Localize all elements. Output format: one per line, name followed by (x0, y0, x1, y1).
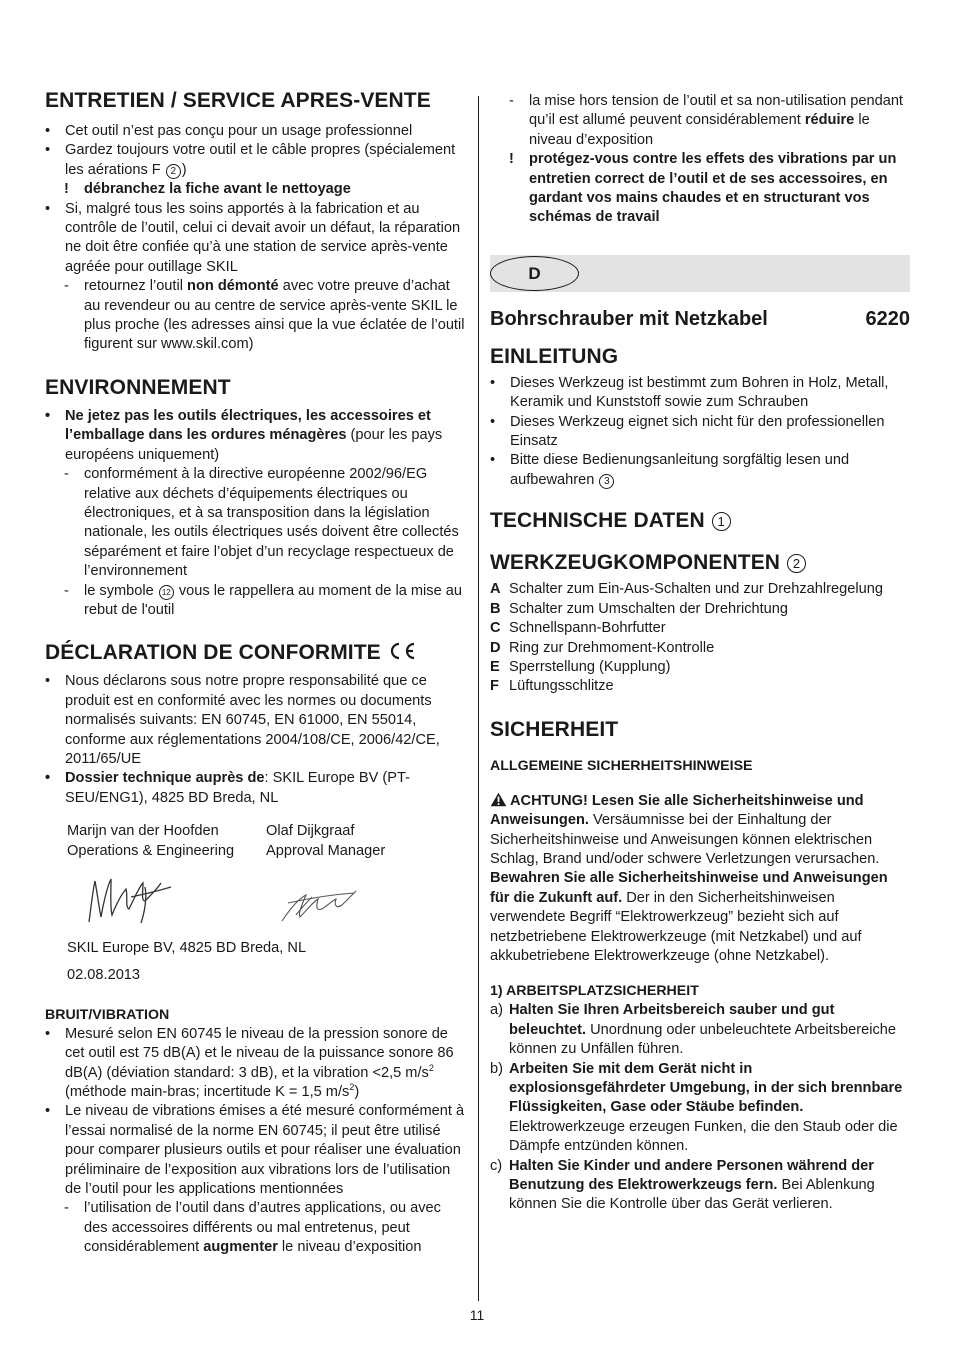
list-item: a) Halten Sie Ihren Arbeitsbereich sauber und gut beleuchtet. Unordnung oder unbeleuchtete Arbeitsbereiche können zu Unfällen führen. (490, 1002, 896, 1058)
declaration-date: 02.08.2013 (67, 967, 141, 984)
list-item: - l’utilisation de l’outil dans d’autres applications, ou avec des accessoires différents ou mal entretenus, peut considérablement augmenter le niveau d’exposition (64, 1200, 441, 1256)
right-column (490, 92, 910, 1215)
warning-item: ! débranchez la fiche avant le nettoyage (64, 181, 351, 198)
heading-werkzeugkomponenten: WERKZEUGKOMPONENTEN 2 (490, 550, 910, 576)
list-item: • Le niveau de vibrations émises a été mesuré conformément à l’essai normalisé de la norme EN 60745; il peut être utilisé pour comparer plusieurs outils et pour réaliser une évaluation préliminaire de l’exposition aux vibrations lors de l’utilisation de l’outil pour les applications mentionnées (45, 1103, 465, 1198)
figure-ref: 1 (712, 512, 731, 531)
product-number: 6220 (865, 307, 910, 330)
heading-technische-daten: TECHNISCHE DATEN 1 (490, 508, 910, 534)
signatures (67, 822, 465, 939)
list-item: - le symbole 12 vous le rappellera au moment de la mise au rebut de l'outil (64, 582, 462, 618)
list-item: • Dossier technique auprès de: SKIL Europe BV (PT-SEU/ENG1), 4825 BD Breda, NL (45, 770, 410, 806)
component-item: C Schnellspann-Bohrfutter (490, 620, 666, 637)
component-item: F Lüftungsschlitze (490, 678, 614, 695)
signer-role: Operations & Engineering (67, 842, 235, 859)
list-item: • Si, malgré tous les soins apportés à la fabrication et au contrôle de l’outil, celui ci devait avoir un défaut, la réparation ne doit être confiée qu’à une station de service après-vente agréée pour outillage SKIL (45, 200, 461, 275)
page-number: 11 (469, 1307, 485, 1323)
subheading-arbeitsplatz: 1) ARBEITSPLATZSICHERHEIT (490, 983, 699, 1000)
warning-item: ! protégez-vous contre les effets des vibrations par un entretien correct de l’outil et de ses accessoires, en gardant vos mains chaudes et en structurant vos schémas de travail (509, 151, 897, 226)
heading-entretien: ENTRETIEN / SERVICE APRES-VENTE (45, 89, 431, 112)
heading-environnement: ENVIRONNEMENT (45, 375, 231, 399)
list-item: • Dieses Werkzeug eignet sich nicht für den professionellen Einsatz (490, 413, 885, 450)
column-divider (478, 96, 479, 1301)
signer-name: Marijn van der Hoofden (67, 823, 219, 840)
list-item: • Nous déclarons sous notre propre responsabilité que ce produit est en conformité avec les normes ou documents normalisés suivants: EN 60745, EN 61000, EN 55014, conforme aux réglementations 2004/108/CE, 2006/42/CE, 2011/65/UE (45, 673, 440, 767)
signature-image (67, 861, 266, 939)
language-bar (490, 255, 910, 292)
component-item: D Ring zur Drehmoment-Kontrolle (490, 639, 715, 656)
list-item: b) Arbeiten Sie mit dem Gerät nicht in explosionsgefährdeter Umgebung, in der sich brennbare Flüssigkeiten, Gase oder Stäube befinden. Elektrowerkzeuge erzeugen Funken, die den Staub oder die Dämpfe entzünden können. (490, 1060, 903, 1155)
list-item: - la mise hors tension de l’outil et sa non-utilisation pendant qu’il est allumé peuvent considérablement réduire le niveau d’exposition (509, 93, 903, 148)
component-item: A Schalter zum Ein-Aus-Schalten und zur Drehzahlregelung (490, 581, 883, 598)
component-item: B Schalter zum Umschalten der Drehrichtung (490, 600, 789, 617)
list-item: - conformément à la directive européenne 2002/96/EG relative aux déchets d’équipements électriques ou électroniques, et à sa transposition dans la législation nationale, les outils électriques usés doivent être collectés séparément et faire l’objet d’un recyclage respectueux de l’environnement (64, 466, 459, 580)
figure-ref: 2 (166, 164, 181, 179)
list-item: • Cet outil n’est pas conçu pour un usage professionnel (45, 123, 413, 139)
list-item: • Mesuré selon EN 60745 le niveau de la pression sonore de cet outil est 75 dB(A) et le niveau de la puissance sonore 86 dB(A) (déviation standard: 3 dB), et la vibration <2,5 $m/s^2$ (méthode main-bras; incertitude K = 1,5 $m/s^2$) (45, 1025, 454, 1101)
signer-name: Olaf Dijkgraaf (266, 823, 355, 840)
signer-role: Approval Manager (266, 842, 386, 859)
safety-paragraph: ACHTUNG! Lesen Sie alle Sicherheitshinweise und Anweisungen. Versäumnisse bei der Einhaltung der Sicherheitshinweise und Anweisungen können elektrischen Schlag, Brand und/oder schwere Verletzungen verursachen. Bewahren Sie alle Sicherheitshinweise und Anweisungen für die Zukunft auf. Der in den Sicherheitshinweisen verwendete Begriff “Elektrowerkzeug” bezieht sich auf netzbetriebene Elektrowerkzeuge (mit Netzkabel) und auf akkubetriebene Elektrowerkzeuge (ohne Netzkabel). (490, 792, 888, 964)
list-item: - retournez l’outil non démonté avec votre preuve d’achat au revendeur ou au centre de service après-vente SKIL le plus proche (les adresses ainsi que la vue éclatée de l’outil figurent sur www.skil.com) (64, 278, 465, 353)
heading-sicherheit: SICHERHEIT (490, 717, 619, 741)
heading-declaration: DÉCLARATION DE CONFORMITE (45, 640, 465, 666)
heading-einleitung: EINLEITUNG (490, 344, 619, 368)
figure-ref: 12 (159, 585, 174, 600)
list-item: • Dieses Werkzeug ist bestimmt zum Bohren in Holz, Metall, Keramik und Kunststoff sowie zum Schrauben (490, 374, 889, 411)
language-badge: D (490, 256, 579, 291)
left-column (45, 88, 465, 1258)
ce-mark-icon (387, 641, 417, 661)
figure-ref: 3 (599, 474, 614, 489)
signature-image (266, 861, 465, 939)
heading-bruit: BRUIT/VIBRATION (45, 1006, 170, 1023)
subheading-allgemeine: ALLGEMEINE SICHERHEITSHINWEISE (490, 757, 753, 774)
list-item: c) Halten Sie Kinder und andere Personen während der Benutzung des Elektrowerkzeugs fern. Bei Ablenkung können Sie die Kontrolle über das Gerät verlieren. (490, 1157, 875, 1213)
list-item: • Ne jetez pas les outils électriques, les accessoires et l’emballage dans les ordures ménagères (pour les pays européens uniquement) (45, 407, 443, 463)
company-address: SKIL Europe BV, 4825 BD Breda, NL (67, 940, 307, 956)
list-item: • Bitte diese Bedienungsanleitung sorgfältig lesen und aufbewahren 3 (490, 452, 850, 488)
list-item: • Gardez toujours votre outil et le câble propres (spécialement les aérations F 2 ) (45, 142, 456, 178)
component-list (490, 580, 910, 696)
figure-ref: 2 (787, 554, 806, 573)
warning-triangle-icon (490, 792, 507, 807)
component-item: E Sperrstellung (Kupplung) (490, 658, 671, 675)
product-title: Bohrschrauber mit Netzkabel 6220 (490, 307, 910, 330)
